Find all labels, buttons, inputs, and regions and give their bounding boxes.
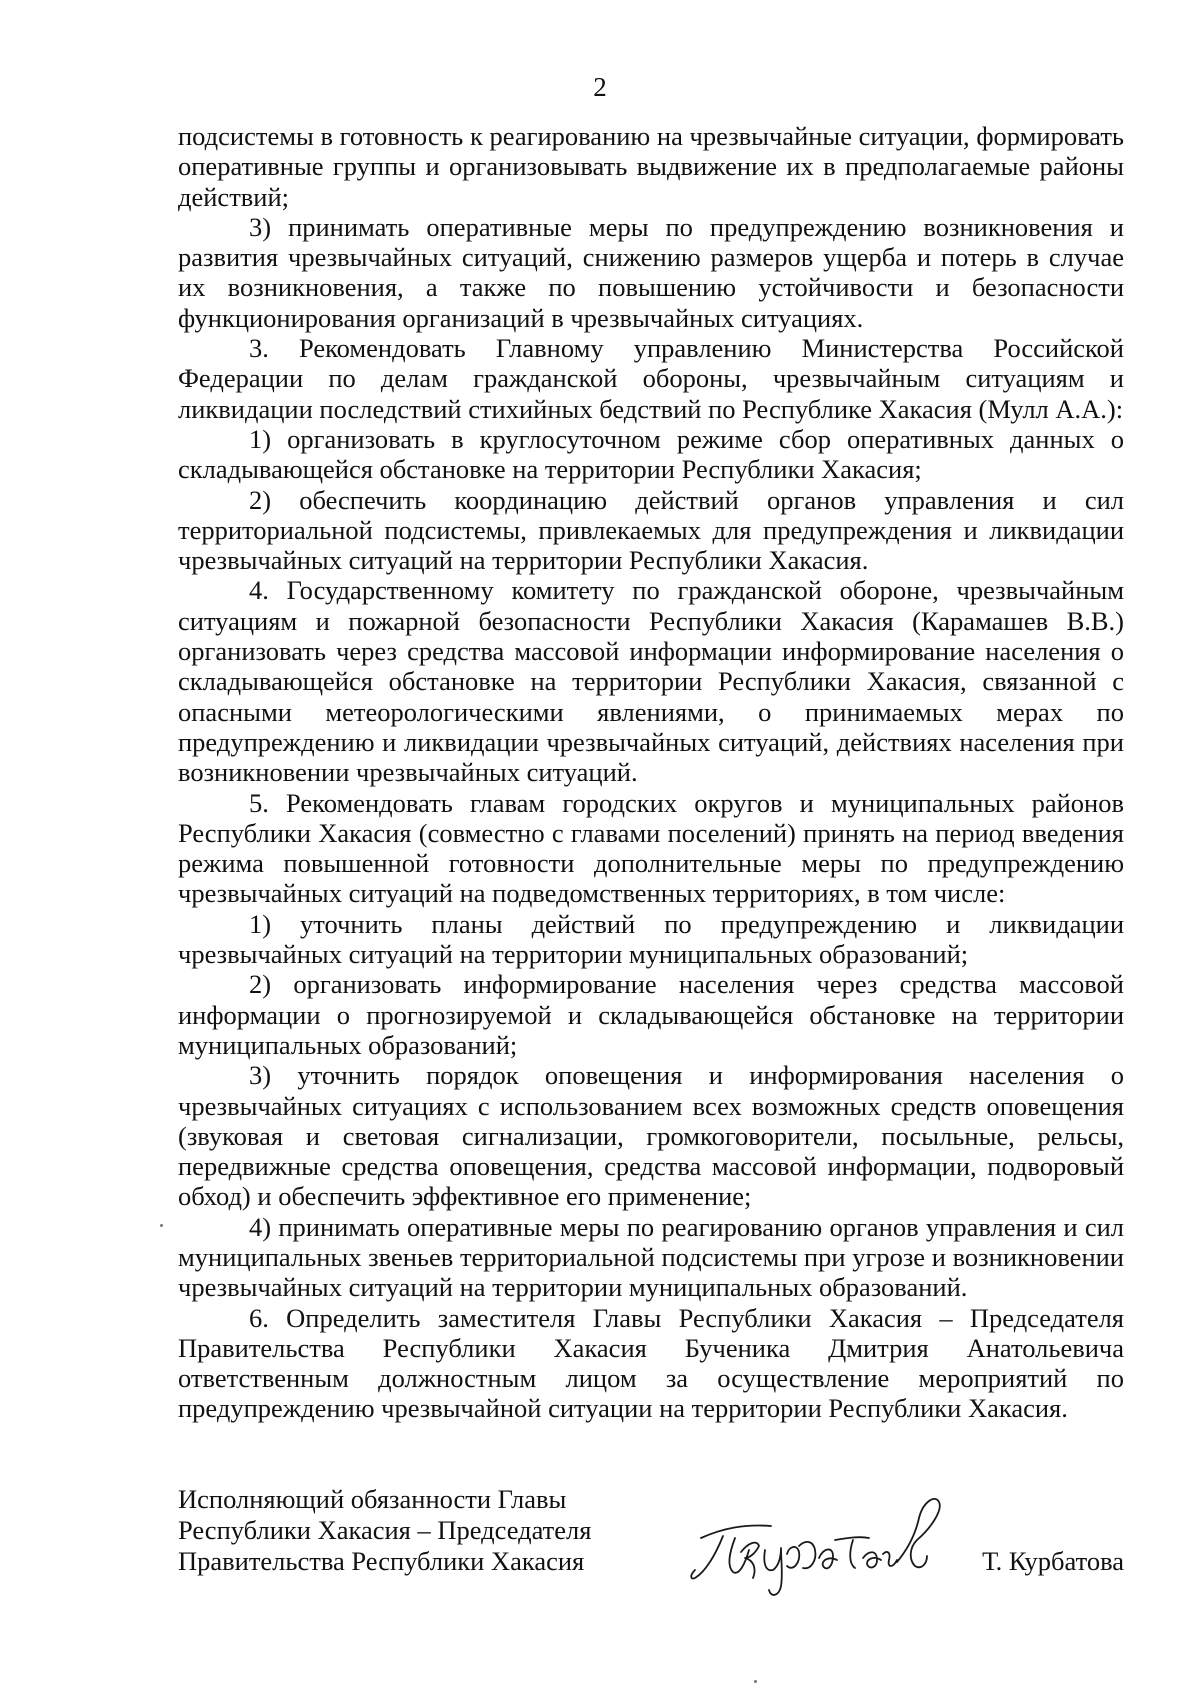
signer-name: Т. Курбатова	[982, 1546, 1124, 1576]
page-number: 2	[593, 72, 607, 102]
paragraph: 1) уточнить планы действий по предупреждению и ликвидации чрезвычайных ситуаций на территории муниципальных образований;	[178, 908, 1124, 970]
paragraph: 5. Рекомендовать главам городских округов и муниципальных районов Республики Хакасия (совместно с главами поселений) принять на период введения режима повышенной готовности дополнительные меры по предупреждению чрезвычайных ситуаций на подведомственных территориях, в том числе:	[178, 787, 1124, 909]
paragraph: 4. Государственному комитету по гражданской обороне, чрезвычайным ситуациям и пожарной безопасности Республики Хакасия (Карамашев В.В.) организовать через средства массовой информации информирование населения о складывающейся обстановке на территории Республики Хакасия, связанной с опасными метеорологическими явлениями, о принимаемых мерах по предупреждению и ликвидации чрезвычайных ситуаций, действиях населения при возникновении чрезвычайных ситуаций.	[178, 575, 1124, 788]
paragraph: 3. Рекомендовать Главному управлению Министерства Российской Федерации по делам гражданской обороны, чрезвычайным ситуациям и ликвидации последствий стихийных бедствий по Республике Хакасия (Мулл А.А.):	[178, 333, 1124, 424]
paragraph: подсистемы в готовность к реагированию на чрезвычайные ситуации, формировать оперативные группы и организовывать выдвижение их в предполагаемые районы действий;	[178, 121, 1124, 212]
document-body	[178, 121, 1124, 1424]
signer-position-line: Исполняющий обязанности Главы	[178, 1484, 567, 1514]
signature-block	[178, 1484, 1124, 1644]
paragraph: 1) организовать в круглосуточном режиме сбор оперативных данных о складывающейся обстановке на территории Республики Хакасия;	[178, 423, 1124, 485]
paragraph: 6. Определить заместителя Главы Республики Хакасия – Председателя Правительства Республики Хакасия Бученика Дмитрия Анатольевича ответственным должностным лицом за осуществление мероприятий по предупреждению чрезвычайной ситуации на территории Республики Хакасия.	[178, 1302, 1124, 1424]
paragraph: 3) уточнить порядок оповещения и информирования населения о чрезвычайных ситуациях с использованием всех возможных средств оповещения (звуковая и световая сигнализации, громкоговорители, посыльные, рельсы, передвижные средства оповещения, средства массовой информации, подворовый обход) и обеспечить эффективное его применение;	[178, 1060, 1124, 1212]
paragraph: 3) принимать оперативные меры по предупреждению возникновения и развития чрезвычайных ситуаций, снижению размеров ущерба и потерь в случае их возникновения, а также по повышению устойчивости и безопасности функционирования организаций в чрезвычайных ситуациях.	[178, 211, 1124, 333]
signer-position	[178, 1484, 591, 1577]
paragraph: 4) принимать оперативные меры по реагированию органов управления и сил муниципальных звеньев территориальной подсистемы при угрозе и возникновении чрезвычайных ситуаций на территории муниципальных образований.	[178, 1211, 1124, 1303]
paragraph: 2) организовать информирование населения через средства массовой информации о прогнозируемой и складывающейся обстановке на территории муниципальных образований;	[178, 969, 1124, 1060]
signer-position-line: Правительства Республики Хакасия	[178, 1546, 585, 1576]
paragraph: 2) обеспечить координацию действий органов управления и сил территориальной подсистемы, привлекаемых для предупреждения и ликвидации чрезвычайных ситуаций на территории Республики Хакасия.	[178, 484, 1124, 576]
scan-artifact	[754, 1680, 757, 1683]
handwritten-signature	[683, 1480, 953, 1600]
scan-artifact	[160, 1224, 163, 1227]
signer-position-line: Республики Хакасия – Председателя	[178, 1515, 592, 1545]
